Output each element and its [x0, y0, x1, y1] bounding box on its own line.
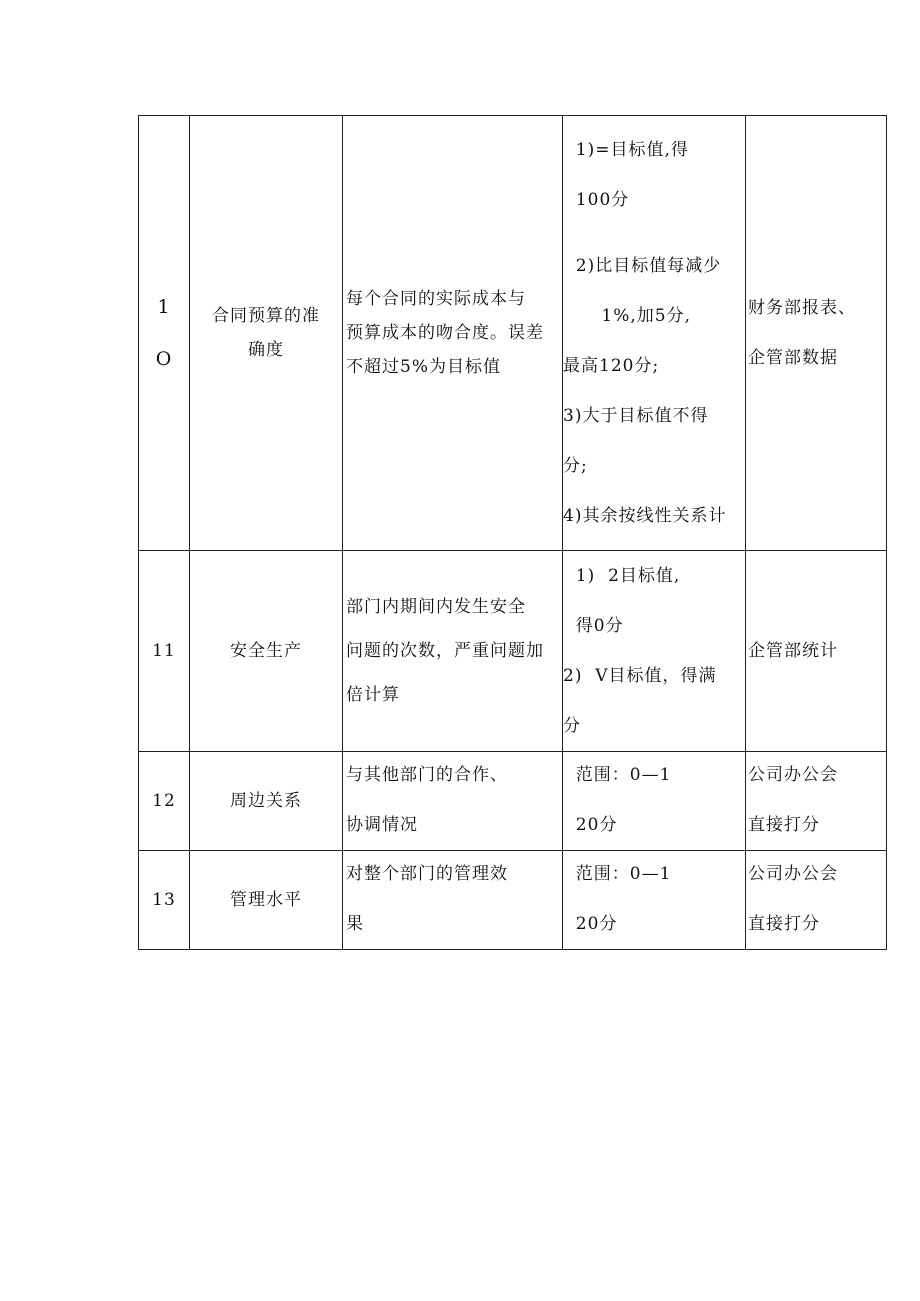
indicator-name-cell [190, 752, 343, 851]
indicator-description: 问题的次数，严重问题加 [346, 641, 544, 661]
indicator-description: 果 [346, 914, 364, 934]
row-number-cell [139, 752, 190, 851]
data-source-cell [746, 851, 887, 950]
kpi-table [138, 115, 887, 950]
row-number-cell [139, 116, 190, 551]
scoring-rule: 分; [563, 456, 588, 476]
data-source: 公司办公会 [748, 864, 838, 884]
indicator-name: 周边关系 [230, 791, 302, 811]
scoring-rule: 1%,加5分, [563, 306, 692, 326]
row-number-cell [139, 551, 190, 752]
indicator-name-cell [190, 551, 343, 752]
row-number: 11 [152, 640, 176, 661]
scoring-rule: 分 [563, 716, 581, 736]
table-row [139, 752, 887, 851]
indicator-name-cell [190, 851, 343, 950]
scoring-rule-cell [563, 851, 746, 950]
indicator-description: 预算成本的吻合度。误差 [346, 323, 544, 343]
table-row [139, 116, 887, 551]
data-source: 直接打分 [748, 914, 820, 934]
scoring-rule-cell [563, 551, 746, 752]
scoring-rule-cell [563, 752, 746, 851]
indicator-description: 不超过5%为目标值 [346, 357, 501, 377]
indicator-description: 协调情况 [346, 815, 418, 835]
scoring-rule: 范围：0—1 [563, 765, 672, 785]
indicator-description: 倍计算 [346, 685, 400, 705]
scoring-rule: 20分 [563, 914, 618, 934]
indicator-description: 与其他部门的合作、 [346, 765, 508, 785]
data-source-cell [746, 551, 887, 752]
scoring-rule: 2) V目标值，得满 [563, 666, 717, 686]
indicator-description-cell [343, 551, 563, 752]
scoring-rule: 范围：0—1 [563, 864, 672, 884]
row-number: 12 [152, 790, 176, 811]
row-number-cell [139, 851, 190, 950]
indicator-description: 每个合同的实际成本与 [346, 289, 526, 309]
indicator-description: 对整个部门的管理效 [346, 864, 508, 884]
scoring-rule: 1) 2目标值, [563, 566, 681, 586]
row-number: 13 [152, 889, 176, 910]
data-source: 企管部统计 [748, 641, 838, 661]
indicator-name: 安全生产 [230, 641, 302, 661]
data-source: 直接打分 [748, 815, 820, 835]
data-source: 企管部数据 [748, 348, 838, 368]
scoring-rule: 2)比目标值每减少 [563, 256, 722, 276]
data-source: 财务部报表、 [748, 298, 856, 318]
scoring-rule-cell [563, 116, 746, 551]
scoring-rule: 4)其余按线性关系计 [563, 506, 727, 526]
indicator-name: 确度 [248, 340, 284, 360]
data-source: 公司办公会 [748, 765, 838, 785]
indicator-name: 管理水平 [230, 890, 302, 910]
indicator-description-cell [343, 752, 563, 851]
data-source-cell [746, 116, 887, 551]
indicator-name: 合同预算的准 [212, 306, 320, 326]
scoring-rule: 最高120分; [563, 356, 660, 376]
table-row [139, 851, 887, 950]
indicator-description-cell [343, 851, 563, 950]
scoring-rule: 100分 [563, 190, 630, 210]
scoring-rule: 3)大于目标值不得 [563, 406, 709, 426]
table-row [139, 551, 887, 752]
data-source-cell [746, 752, 887, 851]
row-number: O [155, 348, 173, 370]
indicator-description-cell [343, 116, 563, 551]
scoring-rule: 20分 [563, 815, 618, 835]
indicator-description: 部门内期间内发生安全 [346, 597, 526, 617]
scoring-rule: 1)=目标值,得 [563, 140, 689, 160]
scoring-rule: 得0分 [563, 616, 624, 636]
row-number: 1 [157, 296, 171, 318]
indicator-name-cell [190, 116, 343, 551]
